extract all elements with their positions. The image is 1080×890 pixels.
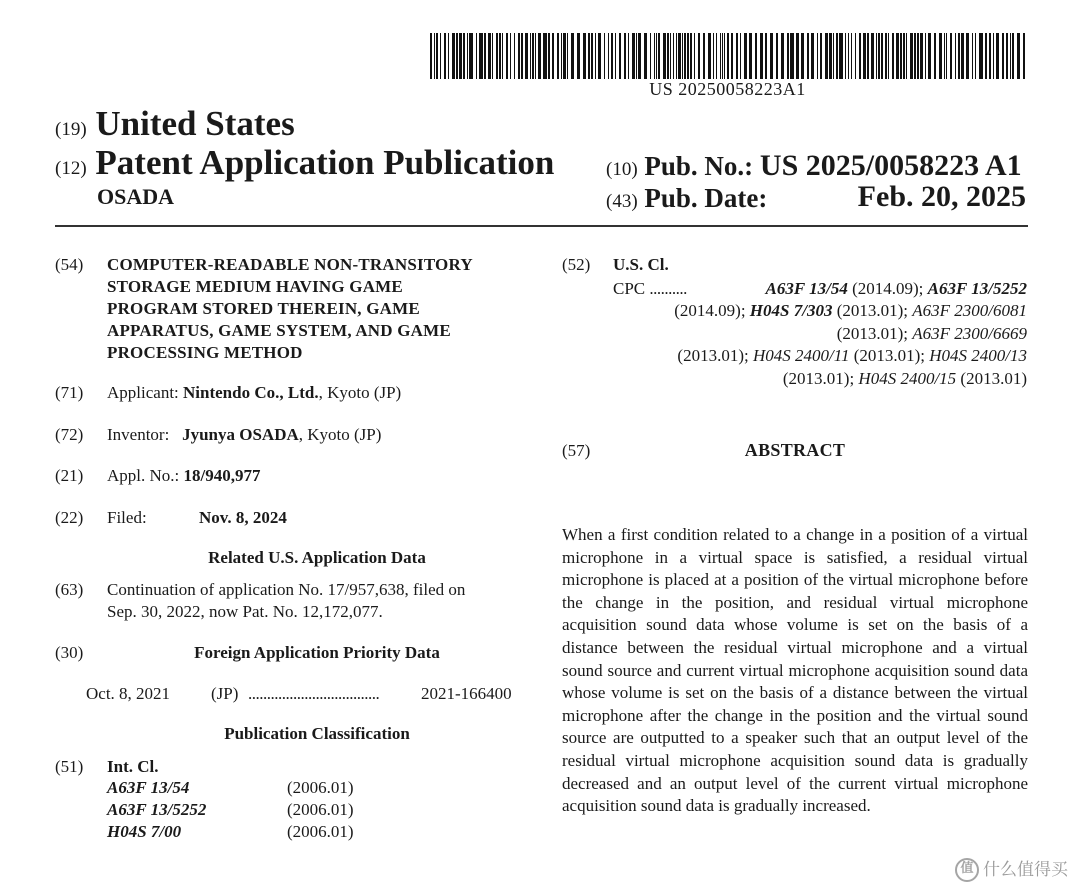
barcode-bar: [708, 33, 711, 79]
barcode-bar: [496, 33, 498, 79]
barcode-bar: [521, 33, 523, 79]
barcode-bar: [993, 33, 994, 79]
barcode-bar: [667, 33, 669, 79]
barcode-bar: [776, 33, 778, 79]
barcode-bar: [656, 33, 657, 79]
barcode-bar: [939, 33, 942, 79]
cpc-label: CPC: [613, 279, 646, 298]
cpc-line: (2013.01); H04S 2400/15 (2013.01): [782, 368, 1027, 388]
header-divider: [55, 225, 1028, 227]
barcode-bar: [703, 33, 705, 79]
barcode-bar: [654, 33, 655, 79]
barcode-bar: [906, 33, 907, 79]
barcode-bar: [690, 33, 692, 79]
barcode-bar: [955, 33, 956, 79]
barcode-bar: [716, 33, 717, 79]
barcode-bar: [440, 33, 441, 79]
barcode-bar: [476, 33, 477, 79]
barcode-bar: [469, 33, 473, 79]
invention-title: COMPUTER-READABLE NON-TRANSITORY STORAGE MEDIUM HAVING GAME PROGRAM STORED THEREIN, GAME APPARATUS, GAME SYSTEM, AND GAME PROCESSING METHOD: [107, 255, 473, 362]
priority-number: 2021-166400: [421, 684, 512, 703]
barcode-bar: [535, 33, 536, 79]
watermark-text: 什么值得买: [983, 860, 1068, 880]
barcode-bar: [829, 33, 832, 79]
barcode-bar: [484, 33, 486, 79]
barcode-bar: [577, 33, 580, 79]
pub-number-label: Pub. No.:: [644, 151, 754, 181]
barcode-bar: [765, 33, 767, 79]
barcode-bar: [885, 33, 887, 79]
barcode-bar: [510, 33, 511, 79]
barcode-bar: [867, 33, 869, 79]
barcode-bar: [619, 33, 621, 79]
barcode-bar: [670, 33, 671, 79]
applicant-line: Applicant: Nintendo Co., Ltd., Kyoto (JP): [107, 383, 402, 402]
barcode-bar: [996, 33, 999, 79]
barcode-bar: [463, 33, 465, 79]
code-21: (21): [55, 466, 84, 485]
barcode-bar: [724, 33, 725, 79]
barcode-bar: [552, 33, 554, 79]
cpc-line: (2013.01); A63F 2300/6669: [836, 323, 1027, 343]
pub-class-heading: Publication Classification: [224, 724, 410, 743]
barcode-bar: [532, 33, 534, 79]
abstract-text: When a first condition related to a change in a position of a virtual microphone in a virtual space is satisfied, a residual virtual microphone is placed at a position of the virtual microphone before the change in the position, and residual virtual microphone acquisition sound data whose volume is set on the basis of a distance between the residual virtual microphone and a virtual sound source and current virtual microphone acquisition sound data whose volume is set on the basis of a distance between the virtual microphone after the change in the position and the virtual sound source are outputted to a speaker such that an output level of the residual virtual microphone acquisition sound data is gradually decreased and an output level of the current virtual microphone acquisition sound data is gradually increased.: [562, 525, 1028, 816]
barcode-bar: [571, 33, 574, 79]
barcode-bar: [1006, 33, 1008, 79]
barcode-image: [430, 33, 1025, 79]
barcode-bar: [467, 33, 468, 79]
barcode-bar: [583, 33, 586, 79]
doc-type-heading: (12) Patent Application Publication: [55, 143, 555, 182]
barcode-bar: [624, 33, 626, 79]
priority-country: (JP): [211, 684, 239, 703]
code-51: (51): [55, 757, 84, 776]
barcode-bar: [845, 33, 846, 79]
priority-dots: ...................................: [248, 684, 380, 703]
barcode-bar: [920, 33, 923, 79]
barcode-bar: [944, 33, 945, 79]
barcode-bar: [452, 33, 455, 79]
barcode-bar: [456, 33, 458, 79]
barcode-bar: [636, 33, 637, 79]
priority-date: Oct. 8, 2021: [86, 684, 171, 703]
barcode-bar: [917, 33, 919, 79]
barcode-bar: [430, 33, 432, 79]
barcode-bar: [770, 33, 773, 79]
abstract-heading: ABSTRACT: [744, 440, 846, 460]
barcode-bar: [492, 33, 493, 79]
barcode-bar: [796, 33, 799, 79]
barcode-bar: [903, 33, 905, 79]
barcode-bar: [979, 33, 983, 79]
barcode-bar: [820, 33, 822, 79]
barcode-bar: [760, 33, 763, 79]
barcode-bar: [682, 33, 683, 79]
barcode-bar: [817, 33, 818, 79]
barcode-bar: [567, 33, 568, 79]
barcode-bar: [673, 33, 674, 79]
filed-line: Filed: Nov. 8, 2024: [107, 508, 287, 527]
filed-value: Nov. 8, 2024: [199, 508, 287, 527]
barcode-bar: [663, 33, 666, 79]
barcode-number: US 20250058223A1: [649, 79, 806, 99]
barcode-bar: [611, 33, 613, 79]
inventor-line: Inventor: Jyunya OSADA, Kyoto (JP): [107, 425, 382, 444]
barcode-bar: [749, 33, 752, 79]
barcode-bar: [950, 33, 952, 79]
barcode-bar: [790, 33, 794, 79]
barcode-bar: [833, 33, 834, 79]
barcode-bar: [781, 33, 784, 79]
barcode-bar: [543, 33, 547, 79]
barcode-bar: [871, 33, 874, 79]
barcode-bar: [888, 33, 889, 79]
barcode-bar: [644, 33, 647, 79]
code-72: (72): [55, 425, 84, 444]
pub-date-line: (43) Pub. Date: Feb. 20, 2025: [606, 180, 1026, 213]
int-cl-row: A63F 13/5252 (2006.01): [107, 800, 354, 819]
barcode-bar: [811, 33, 814, 79]
barcode-bar: [825, 33, 828, 79]
code-30: (30): [55, 643, 84, 662]
barcode-bar: [720, 33, 721, 79]
barcode-bar: [561, 33, 562, 79]
watermark-logo-icon: 值: [955, 858, 979, 882]
code-22: (22): [55, 508, 84, 527]
barcode-bar: [972, 33, 973, 79]
barcode-bar: [479, 33, 483, 79]
barcode-bar: [694, 33, 695, 79]
appl-no-line: Appl. No.: 18/940,977: [107, 466, 261, 485]
barcode-bar: [488, 33, 491, 79]
barcode-bar: [628, 33, 629, 79]
barcode-bar: [434, 33, 435, 79]
barcode-bar: [684, 33, 686, 79]
code-52: (52): [562, 255, 591, 274]
barcode-bar: [591, 33, 593, 79]
us-cl-label: U.S. Cl.: [613, 255, 669, 274]
barcode-bar: [892, 33, 894, 79]
barcode-bar: [1017, 33, 1020, 79]
site-watermark: [955, 855, 1068, 882]
inventor-name: Jyunya OSADA: [182, 425, 299, 444]
barcode-bar: [444, 33, 446, 79]
related-data-heading: Related U.S. Application Data: [208, 548, 426, 567]
barcode-bar: [736, 33, 738, 79]
pub-number-line: (10) Pub. No.: US 2025/0058223 A1: [606, 149, 1022, 182]
pub-number-value: US 2025/0058223 A1: [759, 149, 1022, 182]
barcode-bar: [881, 33, 883, 79]
barcode-bar: [985, 33, 987, 79]
continuation-line-1: Continuation of application No. 17/957,638, filed on: [107, 580, 466, 599]
int-cl-row: H04S 7/00 (2006.01): [107, 822, 354, 841]
barcode-bar: [604, 33, 605, 79]
barcode-bar: [530, 33, 531, 79]
barcode-bar: [910, 33, 913, 79]
barcode-bar: [713, 33, 714, 79]
barcode-bar: [632, 33, 635, 79]
code-54: (54): [55, 255, 84, 274]
foreign-priority-heading: Foreign Application Priority Data: [194, 643, 440, 662]
barcode-bar: [989, 33, 991, 79]
pub-date-label: Pub. Date:: [644, 183, 768, 213]
barcode-bar: [506, 33, 508, 79]
barcode-bar: [740, 33, 741, 79]
priority-row: [86, 683, 512, 705]
barcode-bar: [548, 33, 550, 79]
barcode-bar: [1002, 33, 1004, 79]
barcode-bar: [755, 33, 757, 79]
barcode-bar: [961, 33, 964, 79]
barcode-bar: [658, 33, 660, 79]
barcode-bar: [518, 33, 520, 79]
barcode-bar: [678, 33, 681, 79]
barcode-bar: [900, 33, 902, 79]
barcode-bar: [1010, 33, 1011, 79]
country-name: United States: [95, 104, 295, 143]
barcode-bar: [787, 33, 789, 79]
barcode-bar: [722, 33, 723, 79]
barcode-bar: [459, 33, 462, 79]
barcode-bar: [598, 33, 601, 79]
barcode-bar: [525, 33, 528, 79]
barcode-bar: [676, 33, 677, 79]
barcode-bar: [848, 33, 849, 79]
barcode-bar: [876, 33, 877, 79]
barcode-bar: [958, 33, 960, 79]
barcode-bar: [975, 33, 976, 79]
code-63: (63): [55, 580, 84, 599]
cpc-line: (2013.01); H04S 2400/11 (2013.01); H04S 2400/13: [677, 346, 1027, 366]
barcode-bar: [588, 33, 590, 79]
barcode-bar: [727, 33, 729, 79]
barcode-bar: [878, 33, 880, 79]
barcode-bar: [946, 33, 947, 79]
barcode-bar: [563, 33, 566, 79]
barcode-bar: [538, 33, 541, 79]
barcode-bar: [687, 33, 689, 79]
barcode-bar: [595, 33, 596, 79]
barcode-bar: [836, 33, 838, 79]
barcode-bar: [859, 33, 861, 79]
barcode-bar: [914, 33, 916, 79]
barcode-bar: [925, 33, 926, 79]
barcode-bar: [608, 33, 609, 79]
barcode-bar: [731, 33, 733, 79]
barcode-bar: [557, 33, 559, 79]
pub-date-value: Feb. 20, 2025: [857, 180, 1026, 213]
inventor-surname: OSADA: [97, 184, 175, 209]
barcode-bar: [839, 33, 843, 79]
cpc-line: (2014.09); H04S 7/303 (2013.01); A63F 2300/6081: [674, 301, 1027, 321]
barcode-bar: [615, 33, 616, 79]
appl-no-value: 18/940,977: [183, 466, 261, 485]
barcode-bar: [966, 33, 969, 79]
barcode-bar: [851, 33, 852, 79]
barcode-bar: [801, 33, 804, 79]
barcode-bar: [934, 33, 936, 79]
barcode-bar: [514, 33, 515, 79]
cpc-classifications: [613, 278, 1027, 390]
barcode-bar: [855, 33, 856, 79]
barcode-bar: [1012, 33, 1014, 79]
int-cl-label: Int. Cl.: [107, 757, 159, 776]
cpc-line: CPC .......... A63F 13/54 (2014.09); A63F 13/5252: [613, 279, 1027, 298]
barcode-bar: [499, 33, 501, 79]
barcode-bar: [436, 33, 438, 79]
barcode-bar: [744, 33, 747, 79]
barcode-bar: [698, 33, 700, 79]
cpc-dots: ..........: [649, 279, 687, 298]
continuation-line-2: Sep. 30, 2022, now Pat. No. 12,172,077.: [107, 602, 383, 621]
code-57: (57): [562, 441, 591, 460]
barcode-bar: [928, 33, 931, 79]
doc-type: Patent Application Publication: [95, 143, 555, 182]
barcode-bar: [502, 33, 503, 79]
barcode-bar: [807, 33, 809, 79]
code-71: (71): [55, 383, 84, 402]
int-cl-row: A63F 13/54 (2006.01): [107, 778, 354, 797]
barcode-bar: [1023, 33, 1025, 79]
applicant-name: Nintendo Co., Ltd.: [183, 383, 319, 402]
country-heading: (19) United States: [55, 104, 295, 143]
barcode-bar: [650, 33, 651, 79]
barcode-bar: [638, 33, 641, 79]
barcode-bar: [896, 33, 899, 79]
barcode-bar: [448, 33, 449, 79]
barcode-bar: [863, 33, 866, 79]
